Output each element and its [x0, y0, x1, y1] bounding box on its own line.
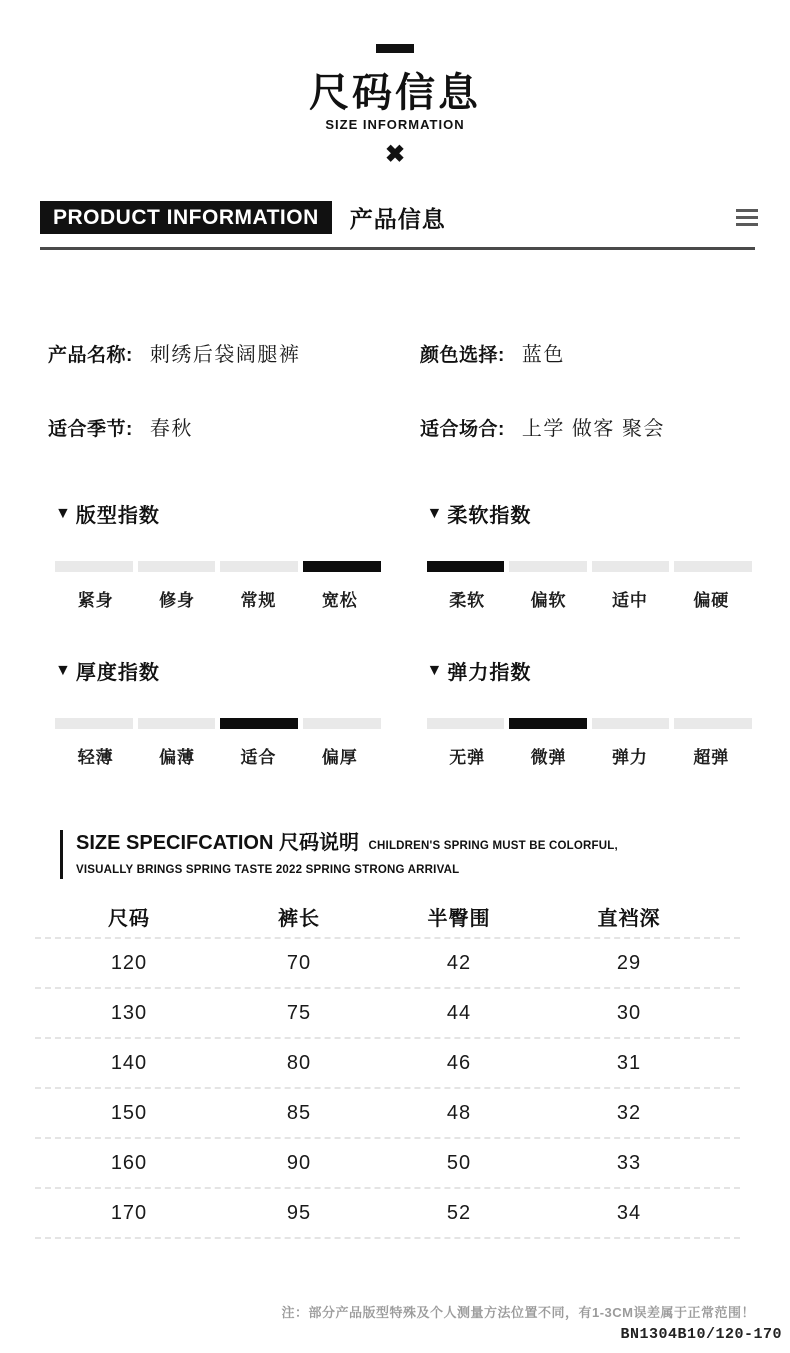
index-level-label: 柔软	[449, 591, 486, 610]
table-cell: 34	[616, 1201, 642, 1224]
table-cell: 29	[616, 951, 642, 974]
index-level-label: 轻薄	[77, 748, 114, 767]
triangle-down-icon: ▼	[426, 504, 444, 522]
table-cell: 140	[110, 1051, 148, 1074]
index-bar-track	[427, 561, 753, 572]
table-cell: 130	[110, 1001, 148, 1024]
meter-segment	[55, 561, 133, 572]
index-level-label: 适中	[611, 591, 648, 610]
triangle-down-icon: ▼	[55, 504, 72, 522]
index-title	[55, 656, 381, 685]
table-cell: 48	[446, 1101, 472, 1124]
page-subtitle: SIZE INFORMATION	[325, 117, 465, 132]
column-header: 尺码	[108, 907, 150, 930]
index-bar-track	[55, 561, 381, 572]
section-divider	[40, 247, 755, 250]
size-table	[35, 895, 740, 1239]
table-row	[35, 1139, 740, 1189]
table-cell: 52	[446, 1201, 472, 1224]
field-label: 适合场合:	[420, 419, 505, 440]
menu-icon	[736, 205, 758, 230]
meter-segment	[303, 561, 381, 572]
page-title: 尺码信息	[309, 71, 481, 115]
size-spec-title-cn: 尺码说明	[278, 832, 359, 854]
index-level-label: 弹力	[611, 748, 648, 767]
meter-segment	[55, 718, 133, 729]
index-level-label: 紧身	[77, 591, 114, 610]
table-row	[35, 1039, 740, 1089]
field-color-choice	[420, 338, 770, 367]
table-row	[35, 939, 740, 989]
table-row	[35, 989, 740, 1039]
column-header: 直裆深	[597, 907, 661, 930]
meter-segment	[674, 561, 752, 572]
table-cell: 31	[616, 1051, 642, 1074]
index-level-label: 偏软	[530, 591, 567, 610]
meter-segment	[674, 718, 752, 729]
meter-segment	[509, 718, 587, 729]
index-title-text: 版型指数	[75, 505, 160, 527]
table-cell: 95	[286, 1201, 312, 1224]
table-cell: 33	[616, 1151, 642, 1174]
column-header: 裤长	[278, 907, 320, 930]
table-cell: 42	[446, 951, 472, 974]
table-cell: 75	[286, 1001, 312, 1024]
field-value: 刺绣后袋阔腿裤	[149, 344, 301, 366]
field-label: 产品名称:	[48, 345, 133, 366]
table-cell: 90	[286, 1151, 312, 1174]
field-product-name	[48, 338, 420, 367]
index-title-text: 柔软指数	[447, 505, 532, 527]
table-cell: 85	[286, 1101, 312, 1124]
meter-segment	[220, 561, 298, 572]
index-level-label: 超弹	[693, 748, 730, 767]
index-level-label: 偏硬	[693, 591, 730, 610]
table-cell: 80	[286, 1051, 312, 1074]
index-labels	[427, 743, 753, 768]
size-spec-title-en: SIZE SPECIFCATION	[76, 832, 274, 854]
meter-segment	[220, 718, 298, 729]
index-labels	[55, 743, 381, 768]
index-bar-track	[55, 718, 381, 729]
meter-segment	[138, 561, 216, 572]
table-cell: 50	[446, 1151, 472, 1174]
meter-segment	[303, 718, 381, 729]
menu-icon-line	[736, 216, 758, 219]
table-row	[35, 1089, 740, 1139]
field-label: 适合季节:	[48, 419, 133, 440]
product-code: BN1304B10/120-170	[620, 1326, 782, 1343]
table-cell: 46	[446, 1051, 472, 1074]
table-cell: 150	[110, 1101, 148, 1124]
index-level-label: 宽松	[321, 591, 358, 610]
index-labels	[427, 586, 753, 611]
triangle-down-icon: ▼	[426, 661, 444, 679]
table-cell: 120	[110, 951, 148, 974]
index-block-thickness	[55, 656, 381, 768]
table-cell: 70	[286, 951, 312, 974]
index-meters	[55, 499, 752, 768]
product-fields	[48, 338, 770, 441]
table-row	[35, 1189, 740, 1239]
index-level-label: 偏厚	[321, 748, 358, 767]
index-level-label: 偏薄	[159, 748, 196, 767]
field-season	[48, 412, 420, 441]
menu-icon-line	[736, 223, 758, 226]
table-cell: 30	[616, 1001, 642, 1024]
index-block-softness	[427, 499, 753, 611]
table-cell: 170	[110, 1201, 148, 1224]
size-specification-heading	[60, 830, 760, 879]
index-title-text: 厚度指数	[75, 662, 160, 684]
product-information-badge: PRODUCT INFORMATION	[40, 201, 332, 234]
x-mark-icon: ✖	[384, 141, 406, 168]
meter-segment	[592, 561, 670, 572]
field-occasion	[420, 412, 770, 441]
index-title	[55, 499, 381, 528]
field-value: 春秋	[149, 418, 193, 440]
index-level-label: 适合	[240, 748, 277, 767]
index-labels	[55, 586, 381, 611]
index-block-elasticity	[427, 656, 753, 768]
size-specification-title	[76, 830, 760, 859]
table-cell: 44	[446, 1001, 472, 1024]
index-title	[427, 656, 753, 685]
meter-segment	[592, 718, 670, 729]
footer	[0, 1302, 790, 1343]
size-spec-tagline-1: CHILDREN'S SPRING MUST BE COLORFUL,	[368, 840, 618, 852]
field-value: 蓝色	[521, 344, 565, 366]
header-dash-decoration	[376, 44, 414, 53]
index-title-text: 弹力指数	[447, 662, 532, 684]
hero-header	[0, 44, 790, 168]
meter-segment	[138, 718, 216, 729]
field-label: 颜色选择:	[420, 345, 505, 366]
meter-segment	[427, 718, 505, 729]
column-header: 半臀围	[427, 907, 491, 930]
index-block-fit	[55, 499, 381, 611]
meter-segment	[427, 561, 505, 572]
size-spec-tagline-2: VISUALLY BRINGS SPRING TASTE 2022 SPRING STRONG ARRIVAL	[76, 864, 460, 876]
triangle-down-icon: ▼	[55, 661, 72, 679]
index-level-label: 修身	[159, 591, 196, 610]
table-cell: 32	[616, 1101, 642, 1124]
section-header-product-information	[40, 201, 758, 234]
measurement-disclaimer: 注：部分产品版型特殊及个人测量方法位置不同，有1-3CM误差属于正常范围！	[281, 1305, 755, 1320]
index-level-label: 无弹	[449, 748, 486, 767]
index-bar-track	[427, 718, 753, 729]
field-value: 上学 做客 聚会	[521, 418, 665, 440]
index-level-label: 微弹	[530, 748, 567, 767]
size-table-header-row	[35, 895, 740, 939]
index-level-label: 常规	[240, 591, 277, 610]
menu-icon-line	[736, 209, 758, 212]
product-information-cn-label: 产品信息	[349, 206, 446, 232]
table-cell: 160	[110, 1151, 148, 1174]
index-title	[427, 499, 753, 528]
meter-segment	[509, 561, 587, 572]
